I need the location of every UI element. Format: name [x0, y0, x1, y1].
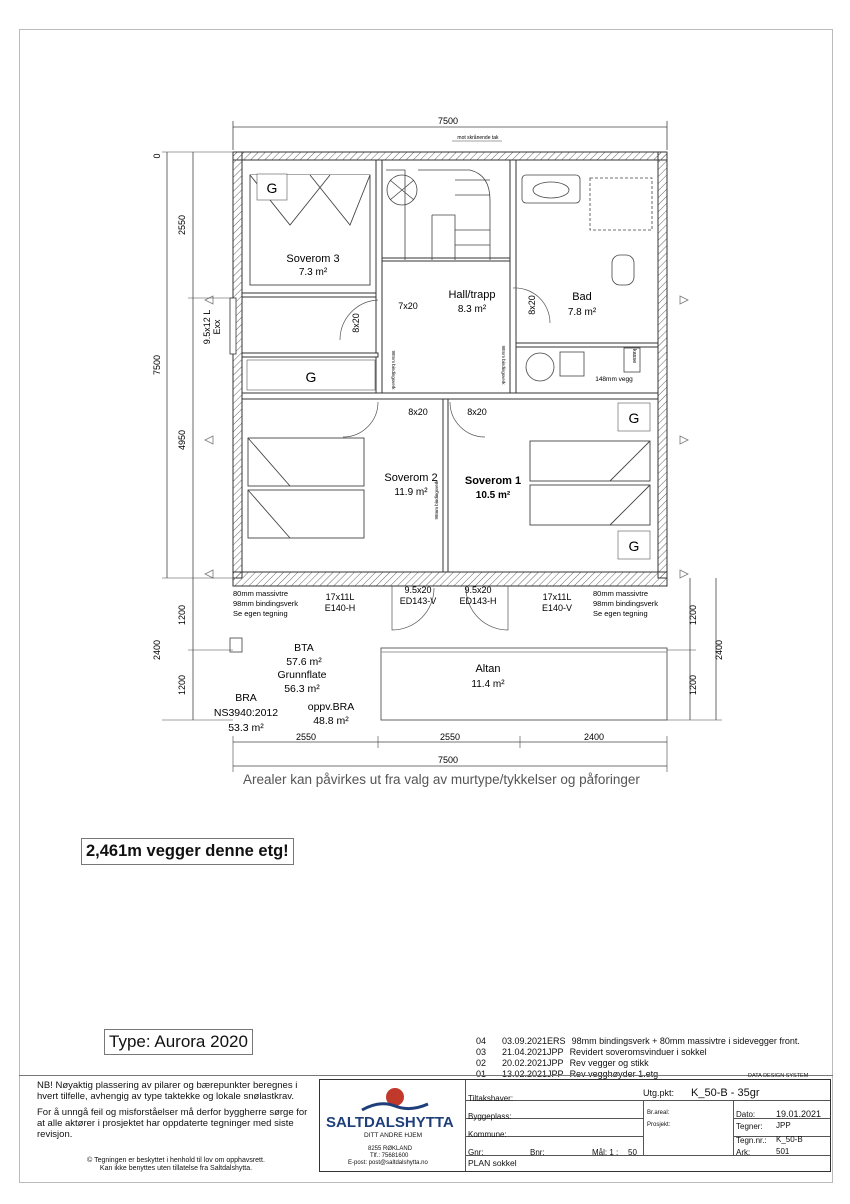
svg-text:9.5x20: 9.5x20 [464, 585, 492, 595]
utg-value: K_50-B - 35gr [691, 1087, 760, 1099]
door-8x20: 8x20 [408, 407, 428, 417]
svg-text:2400: 2400 [152, 639, 162, 661]
ark-value: 501 [776, 1147, 790, 1156]
dimension-right [667, 578, 724, 720]
area-disclaimer: Arealer kan påvirkes ut fra valg av murtype/tykkelser og påforinger [243, 772, 640, 787]
prosjekt-label: Prosjekt: [647, 1122, 671, 1128]
svg-text:NS3940:2012: NS3940:2012 [213, 707, 279, 719]
room-altan-name: Altan [475, 663, 501, 675]
closet-g: G [266, 180, 278, 196]
brand-phone: Tlf.: 75681600 [370, 1153, 409, 1159]
svg-text:Se egen tegning: Se egen tegning [593, 609, 648, 618]
svg-text:E140-V: E140-V [541, 603, 573, 613]
door-8x20: 8x20 [527, 295, 537, 315]
revision-row: 02 20.02.2021 JPP Rev vegger og stikk [476, 1058, 649, 1068]
dato-label: Dato: [736, 1110, 756, 1119]
system-label: DATA DESIGN SYSTEM [748, 1073, 809, 1079]
svg-text:Se egen tegning: Se egen tegning [233, 609, 288, 618]
svg-text:1200: 1200 [688, 674, 698, 696]
door-8x20: 8x20 [351, 313, 361, 333]
closet-g: G [305, 369, 317, 385]
scale-label: Mål: 1 : [592, 1148, 619, 1157]
plan-label: PLAN sokkel [468, 1158, 517, 1168]
dato-value: 19.01.2021 [776, 1109, 822, 1119]
room-soverom3-name: Soverom 3 [286, 253, 340, 265]
bnr-label: Bnr: [530, 1148, 545, 1157]
copyright-text: © Tegningen er beskyttet i henhold til lov om opphavsrett. Kan ikke benyttes uten tillatelse fra Saltdalshytta. [87, 1157, 265, 1172]
bad-kasse-note: kasse [631, 348, 637, 364]
svg-text:4950: 4950 [177, 429, 187, 451]
door-8x20: 8x20 [467, 407, 487, 417]
revision-row: 03 21.04.2021 JPP Revidert soveromsvinduer i sokkel [476, 1047, 707, 1057]
svg-text:BTA: BTA [294, 642, 314, 654]
svg-text:98mm bindingsverk: 98mm bindingsverk [233, 599, 299, 608]
room-altan-area: 11.4 m² [471, 679, 505, 690]
svg-text:98mm bindingsverk: 98mm bindingsverk [593, 599, 659, 608]
svg-text:7500: 7500 [437, 755, 459, 765]
room-soverom3-area: 7.3 m² [298, 267, 328, 278]
svg-text:57.6 m²: 57.6 m² [286, 656, 322, 668]
br-areal-label: Br.areal: [647, 1110, 670, 1116]
svg-text:9.5x12 L: 9.5x12 L [202, 309, 212, 345]
tegner-value: JPP [776, 1121, 791, 1130]
ark-label: Ark: [736, 1148, 751, 1157]
room-bad-name: Bad [572, 291, 592, 303]
closet-g: G [628, 410, 640, 426]
svg-text:48.8 m²: 48.8 m² [313, 715, 349, 727]
svg-text:BRA: BRA [235, 692, 257, 704]
byggeplass-label: Byggeplass: [468, 1112, 512, 1121]
footer-divider [19, 1075, 833, 1076]
svg-text:2550: 2550 [177, 214, 187, 236]
gnr-label: Gnr: [468, 1148, 484, 1157]
dim-top-note: mot skrånende tak [457, 135, 499, 141]
front-left-labels [233, 585, 436, 618]
revision-row: 01 13.02.2021 JPP Rev vegghøyder 1.etg [476, 1069, 659, 1079]
front-right-labels [459, 585, 658, 618]
svg-text:ED143-H: ED143-H [459, 596, 497, 606]
dimension-top [233, 116, 667, 150]
svg-text:0: 0 [152, 153, 162, 159]
door-7x20: 7x20 [398, 301, 418, 311]
room-soverom2-area: 11.9 m² [394, 487, 428, 498]
svg-text:9.5x20: 9.5x20 [404, 585, 432, 595]
room-bad-area: 7.8 m² [567, 307, 597, 318]
svg-text:1200: 1200 [688, 604, 698, 626]
utg-label: Utg.pkt: [643, 1088, 675, 1098]
brand-tagline: DITT ANDRE HJEM [364, 1132, 423, 1139]
room-soverom2-name: Soverom 2 [384, 472, 438, 484]
svg-text:2400: 2400 [714, 639, 724, 661]
svg-text:1200: 1200 [177, 674, 187, 696]
brand-email: E-post: post@saltdalshytta.no [348, 1160, 428, 1166]
wall-note: 98mm bindingsverk [501, 345, 506, 385]
svg-text:17x11L: 17x11L [325, 592, 355, 602]
svg-text:Grunnflate: Grunnflate [277, 669, 327, 681]
dimension-bottom [233, 732, 667, 772]
svg-text:ED143-V: ED143-V [399, 596, 437, 606]
brand-name: SALTDALSHYTTA [326, 1114, 454, 1131]
area-summary [214, 642, 354, 734]
walls-total-note: 2,461m vegger denne etg! [81, 838, 294, 865]
wall-note: 98mm bindingsverk [391, 350, 396, 390]
logo-icon [360, 1086, 430, 1114]
window-left-label [202, 310, 222, 345]
wall-note: 98mm bindingsverk [434, 480, 439, 520]
tiltakshaver-label: Tiltakshaver: [468, 1094, 514, 1103]
type-label: Type: Aurora 2020 [104, 1029, 253, 1055]
kommune-label: Kommune: [468, 1130, 507, 1139]
svg-text:2550: 2550 [439, 732, 461, 742]
revision-row: 04 03.09.2021 ERS 98mm bindingsverk + 80mm massivtre i sidevegger front. [476, 1036, 800, 1046]
room-soverom1-area: 10.5 m² [475, 490, 511, 501]
svg-text:80mm massivtre: 80mm massivtre [593, 589, 649, 598]
svg-text:Exx: Exx [212, 319, 222, 335]
svg-text:53.3 m²: 53.3 m² [228, 722, 264, 734]
dim-top-label: 7500 [437, 116, 459, 126]
svg-text:2550: 2550 [295, 732, 317, 742]
tegnnr-value: K_50-B [776, 1135, 803, 1144]
warning-text: NB! Nøyaktig plassering av pilarer og bærepunkter beregnes i hvert tilfelle, avhengig av type taktekke og lokale snølastkrav. For å unngå feil og misforståelser må derfor byggherre sørge for at alle aktører i prosjektet har oppdaterte tegninger med siste revisjon. [37, 1080, 308, 1140]
closet-g: G [628, 538, 640, 554]
svg-text:56.3 m²: 56.3 m² [284, 683, 320, 695]
svg-text:E140-H: E140-H [324, 603, 356, 613]
brand-address: 8255 RØKLAND [368, 1146, 413, 1152]
svg-text:17x11L: 17x11L [542, 592, 572, 602]
scale-value: 50 [628, 1148, 637, 1157]
svg-text:7500: 7500 [152, 354, 162, 376]
bad-wall-note: 148mm vegg [595, 376, 633, 383]
dimension-left [152, 152, 233, 720]
svg-text:80mm massivtre: 80mm massivtre [233, 589, 289, 598]
svg-text:1200: 1200 [177, 604, 187, 626]
room-hall-name: Hall/trapp [448, 289, 496, 301]
tegner-label: Tegner: [736, 1122, 763, 1131]
stairs [386, 170, 490, 260]
svg-text:oppv.BRA: oppv.BRA [307, 701, 355, 713]
room-soverom1-name: Soverom 1 [464, 475, 522, 487]
svg-text:2400: 2400 [583, 732, 605, 742]
tegnnr-label: Tegn.nr.: [736, 1136, 767, 1145]
room-hall-area: 8.3 m² [457, 304, 487, 315]
